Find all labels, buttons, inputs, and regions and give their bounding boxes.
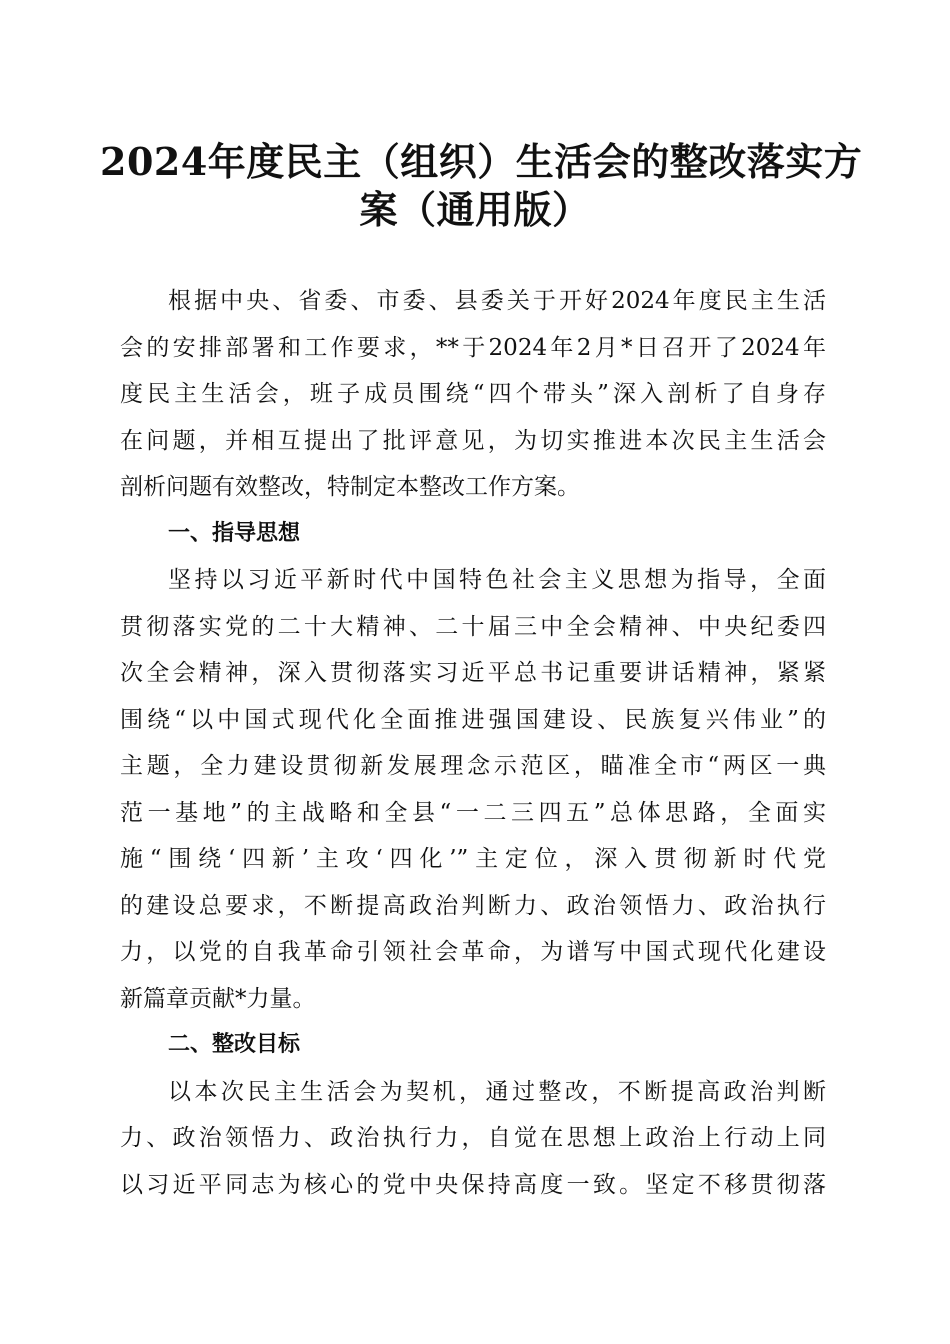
paragraph-guiding-thought	[120, 557, 826, 1022]
title-line-1: 2024年度民主（组织）生活会的整改落实方	[100, 139, 863, 184]
text-line: 新篇章贡献*力量。	[120, 985, 316, 1012]
text-line: 根据中央、省委、市委、县委关于开好2024年度民主生活	[168, 288, 826, 314]
text-line: 坚持以习近平新时代中国特色社会主义思想为指导，全面	[168, 567, 826, 593]
text-line: 度民主生活会，班子成员围绕“四个带头”深入剖析了自身存	[120, 381, 826, 407]
text-line: 的建设总要求，不断提高政治判断力、政治领悟力、政治执行	[120, 892, 826, 919]
text-line: 剖析问题有效整改，特制定本整改工作方案。	[120, 474, 580, 500]
section-heading-guiding-thought: 一、指导思想	[168, 520, 301, 546]
title-line-2: 案（通用版）	[359, 187, 591, 232]
text-line: 力、政治领悟力、政治执行力，自觉在思想上政治上行动上同	[120, 1125, 826, 1151]
text-line: 以习近平同志为核心的党中央保持高度一致。坚定不移贯彻落	[120, 1171, 826, 1198]
text-line: 贯彻落实党的二十大精神、二十届三中全会精神、中央纪委四	[120, 613, 826, 640]
text-line: 主题，全力建设贯彻新发展理念示范区，瞄准全市“两区一典	[120, 753, 826, 779]
text-line: 范一基地”的主战略和全县“一二三四五”总体思路，全面实	[120, 799, 826, 826]
text-line: 会的安排部署和工作要求，**于2024年2月*日召开了2024年	[120, 334, 826, 361]
document-body	[120, 278, 826, 1208]
text-line: 力，以党的自我革命引领社会革命，为谱写中国式现代化建设	[120, 939, 826, 965]
document-title	[100, 138, 863, 234]
text-line: 在问题，并相互提出了批评意见，为切实推进本次民主生活会	[120, 427, 826, 454]
paragraph-intro	[120, 278, 826, 511]
text-line: 次全会精神，深入贯彻落实习近平总书记重要讲话精神，紧紧	[120, 660, 826, 686]
text-line: 围绕“以中国式现代化全面推进强国建设、民族复兴伟业”的	[120, 706, 826, 733]
text-line: 以本次民主生活会为契机，通过整改，不断提高政治判断	[168, 1078, 826, 1105]
text-line: 施“围绕‘四新’主攻‘四化’”主定位，深入贯彻新时代党	[120, 846, 826, 872]
paragraph-rectification-goals	[120, 1069, 826, 1209]
section-heading-rectification-goals: 二、整改目标	[168, 1032, 301, 1057]
